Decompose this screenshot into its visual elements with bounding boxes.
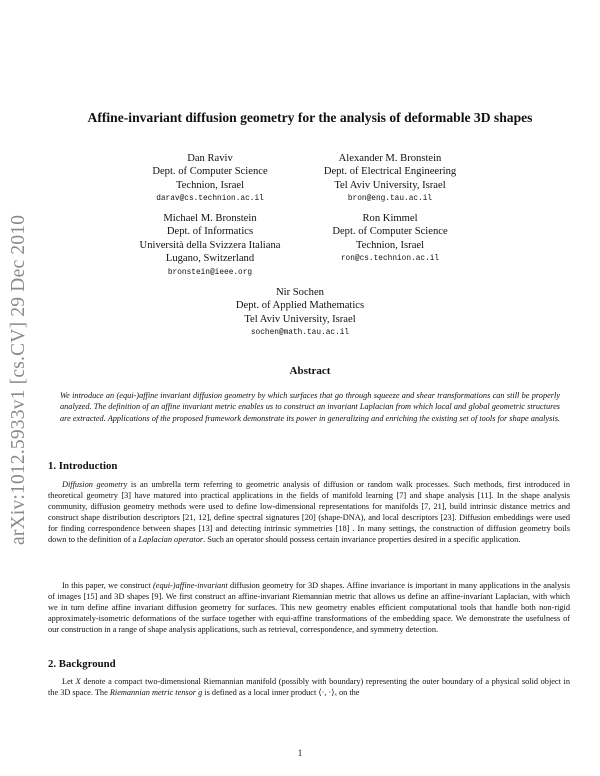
author-name: Alexander M. Bronstein xyxy=(338,153,442,164)
author-affiliation: Dept. of Electrical Engineering xyxy=(323,166,457,178)
author-affiliation: Technion, Israel xyxy=(175,179,245,191)
abstract-text: We introduce an (equi-)affine invariant diffusion geometry by which surfaces that go through squeeze and shear transformations can still be properly analyzed. The definition of an affine invariant metric enables us to construct an invariant Laplacian from which local and global geometric structures are extracted. Applications of the proposed framework demonstrate its power in generalizing and enriching the existing set of tools for shape analysis. xyxy=(60,391,560,423)
author-affiliation: Technion, Israel xyxy=(355,239,425,251)
background-paragraph-1 xyxy=(48,676,570,698)
author-name: Ron Kimmel xyxy=(362,213,418,224)
author-email[interactable]: bronstein@ieee.org xyxy=(167,268,253,277)
term-laplacian-operator: Laplacian operator xyxy=(138,535,204,545)
author-block-5 xyxy=(200,286,400,340)
paper-title: Affine-invariant diffusion geometry for the analysis of deformable 3D shapes xyxy=(87,110,533,125)
intro-paragraph-2 xyxy=(48,580,570,635)
section-heading-introduction: 1. Introduction xyxy=(48,460,118,472)
author-email[interactable]: ron@cs.technion.ac.il xyxy=(340,255,440,264)
author-affiliation: Lugano, Switzerland xyxy=(165,253,255,265)
author-affiliation: Dept. of Computer Science xyxy=(332,226,448,238)
symbol-x: X xyxy=(75,677,81,686)
author-email[interactable]: bron@eng.tau.ac.il xyxy=(347,195,433,204)
abstract-heading: Abstract xyxy=(289,365,331,377)
author-block-3 xyxy=(115,212,305,280)
term-metric-tensor: Riemannian metric tensor g xyxy=(109,688,203,698)
term-diffusion-geometry: Diffusion geometry xyxy=(62,480,128,489)
author-affiliation: Tel Aviv University, Israel xyxy=(244,313,356,325)
author-block-2 xyxy=(290,152,490,206)
intro-text-end: . Such an operator should possess certain invariance properties desired in a specific application. xyxy=(203,535,521,545)
author-affiliation: Dept. of Informatics xyxy=(166,226,254,238)
intro-p2-start: In this paper, we construct xyxy=(62,581,153,590)
author-name: Nir Sochen xyxy=(276,287,324,298)
author-affiliation: Tel Aviv University, Israel xyxy=(334,179,446,191)
author-affiliation: Dept. of Computer Science xyxy=(152,166,268,178)
intro-p2-text: diffusion geometry for 3D shapes. Affine invariance is important in many applications in the analysis of images [15] and 3D shapes [9]. We first construct an affine-invariant Riemannian metric that allows us define an affine-invariant Laplacian, with which we in turn define affine invariant diffusion geometry for surfaces. This new geometry enables efficient computational tools that handle both non-rigid approximately-isometric deformations of the surface together with equi-affine transformations of the embedding space. We demonstrate the usefulness of our construction in a range of shape analysis applications, such as retrieval, correspondence, and symmetry detection. xyxy=(48,581,570,635)
bg-start: Let xyxy=(62,677,76,686)
section-heading-background: 2. Background xyxy=(48,658,116,670)
author-name: Michael M. Bronstein xyxy=(163,213,257,224)
bg-end: is defined as a local inner product ⟨·, ·⟩ₓ on the xyxy=(202,688,360,698)
author-affiliation: Università della Svizzera Italiana xyxy=(139,239,281,251)
author-block-4 xyxy=(300,212,480,266)
author-email[interactable]: sochen@math.tau.ac.il xyxy=(250,329,350,338)
author-block-1 xyxy=(120,152,300,206)
intro-text: is an umbrella term referring to geometric analysis of diffusion or random walk processes. Such methods, first introduced in theoretical geometry [3] have matured into practical applications in the fields of manifold learning [7] and shape analysis [11]. In the shape analysis community, diffusion geometry methods were used to define low-dimensional representations for manifolds [7, 21], build intrinsic distance metrics and construct shape distribution descriptors [21, 12], define spectral signatures [20] (shape-DNA), and local descriptors [23]. Diffusion embeddings were used for finding correspondence between shapes [13] and detecting intrinsic symmetries [18] . In many settings, the construction of diffusion geometry boils down to the definition of a xyxy=(48,480,570,545)
arxiv-identifier[interactable]: arXiv:1012.5933v1 [cs.CV] 29 Dec 2010 xyxy=(8,214,29,545)
term-equi-affine-invariant: (equi-)affine-invariant xyxy=(153,581,228,590)
intro-paragraph-1 xyxy=(48,479,570,546)
page-number: 1 xyxy=(297,748,303,758)
author-email[interactable]: darav@cs.technion.ac.il xyxy=(156,195,264,204)
author-affiliation: Dept. of Applied Mathematics xyxy=(235,300,365,312)
bg-text: denote a compact two-dimensional Riemannian manifold (possibly with boundary) representing the outer boundary of a physical solid object in the 3D space. The xyxy=(48,677,570,698)
author-name: Dan Raviv xyxy=(187,153,233,164)
